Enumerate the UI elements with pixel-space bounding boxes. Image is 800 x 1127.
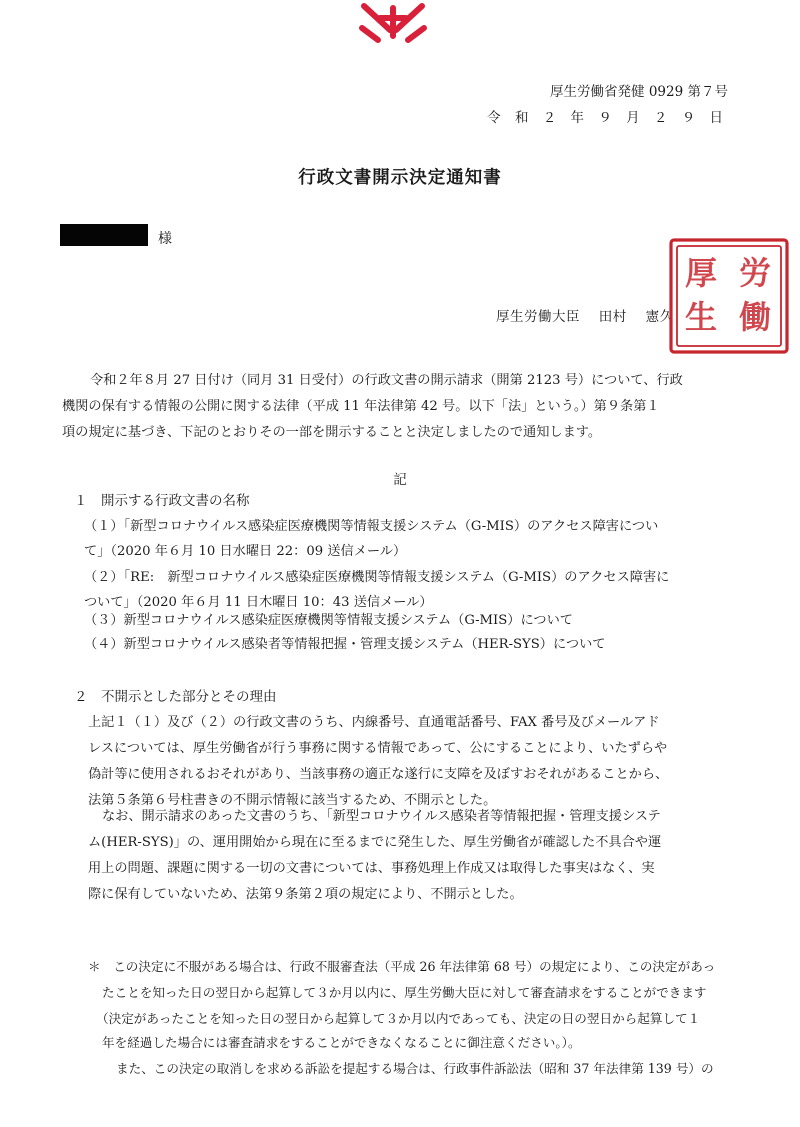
seal-character: 厚 xyxy=(684,254,718,292)
reason-line: レスについては、厚生労働省が行う事務に関する情報であって、公にすることにより、いたずらや xyxy=(88,741,668,756)
document-number: 厚生労働省発健 0929 第７号 xyxy=(550,84,728,100)
notice-line: （決定があったことを知った日の翌日から起算して３か月以内であっても、決定の日の翌日から起算して１ xyxy=(96,1011,701,1026)
reason-line: 際に保有していないため、法第９条第２項の規定により、不開示とした。 xyxy=(88,887,523,902)
reason-line: なお、開示請求のあった文書のうち、「新型コロナウイルス感染者等情報把握・管理支援システ xyxy=(102,809,661,824)
document-item-line: ついて」（2020 年６月 11 日木曜日 10：43 送信メール） xyxy=(84,595,433,610)
document-item-line: （４）新型コロナウイルス感染者等情報把握・管理支援システム（HER-SYS）について xyxy=(84,637,606,652)
official-seal-stamp xyxy=(667,236,791,356)
document-item-line: て」（2020 年６月 10 日水曜日 22：09 送信メール） xyxy=(84,544,407,559)
page-title: 行政文書開示決定通知書 xyxy=(298,168,502,188)
notice-line: 年を経過した場合には審査請求をすることができなくなることに御注意ください。）。 xyxy=(102,1035,581,1050)
document-item-line: （２）「RE: 新型コロナウイルス感染症医療機関等情報支援システム（G-MIS）のアクセス障害に xyxy=(84,570,670,585)
document-date: 令 和 ２ 年 ９ 月 ２ ９ 日 xyxy=(487,110,728,126)
seal-stamp-fragment xyxy=(350,0,436,44)
document-item-line: （１）「新型コロナウイルス感染症医療機関等情報支援システム（G-MIS）のアクセス障害につい xyxy=(84,519,659,534)
intro-line: 機関の保有する情報の公開に関する法律（平成 11 年法律第 42 号。以下「法」という。）第９条第１ xyxy=(62,399,660,414)
document-item-line: （３）新型コロナウイルス感染症医療機関等情報支援システム（G-MIS）について xyxy=(84,613,573,628)
seal-character: 労 xyxy=(738,254,772,292)
notice-line: たことを知った日の翌日から起算して３か月以内に、厚生労働大臣に対して審査請求をすることができます xyxy=(102,985,707,1000)
notice-line: また、この決定の取消しを求める訴訟を提起する場合は、行政事件訴訟法（昭和 37 年法律第 139 号）の xyxy=(116,1061,714,1076)
section-heading: ２ 不開示とした部分とその理由 xyxy=(74,689,277,705)
ki-marker: 記 xyxy=(393,472,407,488)
seal-character: 働 xyxy=(738,298,772,336)
reason-line: 法第５条第６号柱書きの不開示情報に該当するため、不開示とした。 xyxy=(88,793,497,808)
reason-line: ム(HER-SYS)」の、運用開始から現在に至るまでに発生した、厚生労働省が確認した不具合や運 xyxy=(88,835,662,850)
reason-line: 偽計等に使用されるおそれがあり、当該事務の適正な遂行に支障を及ぼすおそれがあることから、 xyxy=(88,767,669,782)
intro-line: 項の規定に基づき、下記のとおりその一部を開示することと決定しましたので通知します。 xyxy=(62,425,602,440)
seal-character: 生 xyxy=(684,298,718,336)
notice-line: ＊ この決定に不服がある場合は、行政不服審査法（平成 26 年法律第 68 号）の規定により、この決定があっ xyxy=(88,959,716,974)
recipient-honorific: 様 xyxy=(158,231,172,247)
intro-line: 令和２年８月 27 日付け（同月 31 日受付）の行政文書の開示請求（開第 2123 号）について、行政 xyxy=(90,373,683,388)
reason-line: 用上の問題、課題に関する一切の文書については、事務処理上作成又は取得した事実はなく、実 xyxy=(88,861,655,876)
redacted-recipient-name xyxy=(60,224,148,246)
sender-name: 厚生労働大臣 田村 憲久 xyxy=(496,309,674,325)
reason-line: 上記１（１）及び（２）の行政文書のうち、内線番号、直通電話番号、FAX 番号及びメールアド xyxy=(88,715,660,730)
section-heading: １ 開示する行政文書の名称 xyxy=(74,493,250,509)
